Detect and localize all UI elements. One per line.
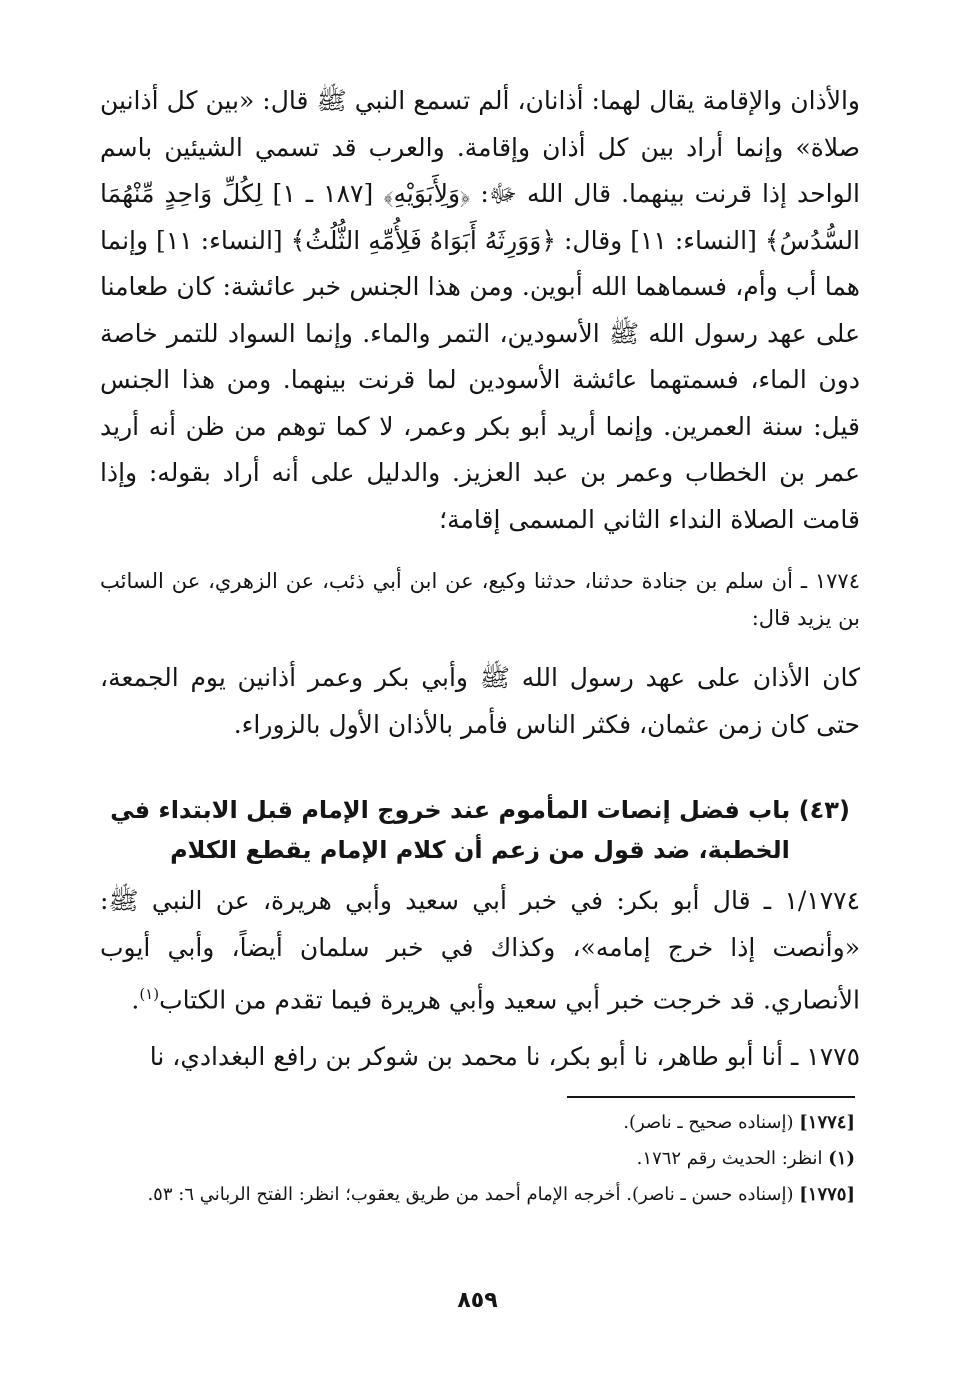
footnote-label: (١) — [828, 1148, 855, 1169]
hadith-1774-matn: كان الأذان على عهد رسول الله ﷺ وأبي بكر وعمر أذانين يوم الجمعة، حتى كان زمن عثمان، فكثر الناس فأمر بالأذان الأول بالزوراء. — [100, 663, 860, 739]
footnote-reference[interactable]: (١) — [139, 985, 160, 1003]
footnote-1 — [95, 1143, 855, 1175]
footnote-text: انظر: الحديث رقم ١٧٦٢. — [636, 1148, 829, 1169]
page-body — [100, 78, 860, 1080]
hadith-1775: ١٧٧٥ ـ أنا أبو طاهر، نا أبو بكر، نا محمد بن شوكر بن رافع البغدادي، نا — [149, 1041, 860, 1071]
hadith-1774-1-end: . — [131, 985, 140, 1015]
hadith-1774-1 — [100, 878, 860, 1024]
main-paragraph: والأذان والإقامة يقال لهما: أذانان، ألم تسمع النبي ﷺ قال: «بين كل أذانين صلاة» وإنما أراد بين كل أذان وإقامة. والعرب قد تسمي الشيئين باسم الواحد إذا قرنت بينهما. قال الله ﷻ: ﴿وَلِأَبَوَيْهِ﴾ [١٨٧ ـ ١] لِكُلِّ وَاحِدٍ مِّنْهُمَا السُّدُسُ﴾ [النساء: ١١] وقال: ﴿وَوَرِثَهُ أَبَوَاهُ فَلِأُمِّهِ الثُّلُثُ﴾ [النساء: ١١] وإنما هما أب وأم، فسماهما الله أبوين. ومن هذا الجنس خبر عائشة: كان طعامنا على عهد رسول الله ﷺ الأسودين، التمر والماء. وإنما السواد للتمر خاصة دون الماء، فسمتهما عائشة الأسودين لما قرنت بينهما. ومن هذا الجنس قيل: سنة العمرين. وإنما أريد أبو بكر وعمر، لا كما توهم من ظن أنه أريد عمر بن الخطاب وعمر بن عبد العزيز. والدليل على أنه أراد بقوله: وإذا قامت الصلاة النداء الثاني المسمى إقامة؛ — [100, 86, 861, 534]
hadith-1774-isnad: ١٧٧٤ ـ أن سلم بن جنادة حدثنا، حدثنا وكيع، عن ابن أبي ذئب، عن الزهري، عن السائب بن يزيد قال: — [100, 569, 860, 630]
footnote-label: [١٧٧٤] — [799, 1112, 855, 1133]
footnote-1775 — [95, 1179, 855, 1211]
footnote-divider — [567, 1096, 855, 1098]
footnote-text: (إسناده حسن ـ ناصر). أخرجه الإمام أحمد من طريق يعقوب؛ انظر: الفتح الرباني ٦: ٥٣. — [147, 1184, 800, 1205]
footnote-1774 — [95, 1107, 855, 1139]
footnote-text: (إسناده صحيح ـ ناصر). — [623, 1112, 800, 1133]
footnote-label: [١٧٧٥] — [799, 1184, 855, 1205]
hadith-1774-1-text: ١/١٧٧٤ ـ قال أبو بكر: في خبر أبي سعيد وأبي هريرة، عن النبي ﷺ: «وأنصت إذا خرج إمامه»، وكذاك في خبر سلمان أيضاً، وأبي أيوب الأنصاري. قد خرجت خبر أبي سعيد وأبي هريرة فيما تقدم من الكتاب — [100, 886, 860, 1015]
footnotes — [95, 1107, 855, 1215]
chapter-heading: (٤٣) باب فضل إنصات المأموم عند خروج الإمام قبل الابتداء في الخطبة، ضد قول من زعم أن كلام الإمام يقطع الكلام — [110, 796, 850, 864]
page-number: ٨٥٩ — [457, 1288, 498, 1313]
